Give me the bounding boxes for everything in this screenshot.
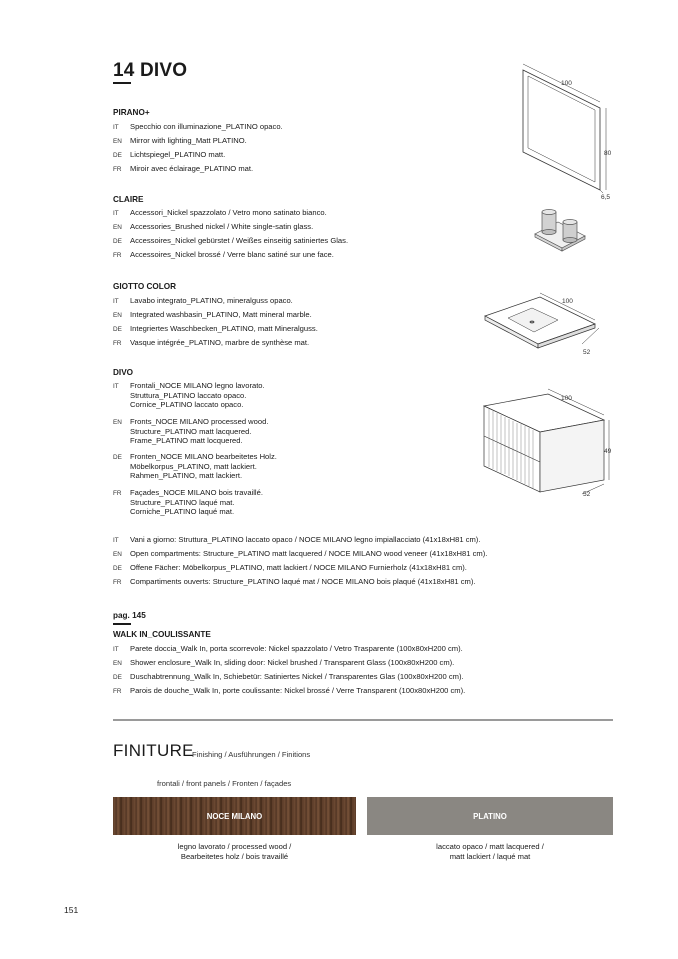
cabinet-drawing [478,388,618,503]
language-code: IT [113,210,119,217]
page-number: 151 [64,905,79,915]
language-code: EN [113,419,122,426]
basin-width-label: 100 [562,298,573,305]
language-code: IT [113,537,119,544]
list-item [113,488,263,517]
title-underline [113,82,131,84]
section-title-claire: CLAIRE [113,195,144,204]
mirror-depth-label: 6,5 [601,194,611,201]
list-item [113,164,253,175]
language-code: DE [113,238,122,245]
description-text: Integriertes Waschbecken_PLATINO, matt Mineralguss. [130,324,318,333]
page-reference: pag. 145 [113,611,146,620]
swatch-description-platino: laccato opaco / matt lacquered / matt lackiert / laqué mat [436,842,544,861]
description-text: Vani a giorno: Struttura_PLATINO laccato opaco / NOCE MILANO legno impiallacciato (41x18xH81 cm). [130,535,481,544]
cabinet-depth-label: 52 [583,491,591,498]
description-text: Miroir avec éclairage_PLATINO mat. [130,164,254,173]
language-code: IT [113,383,119,390]
list-item [113,417,268,446]
swatch-platino [367,797,613,835]
description-text: Accessoires_Nickel gebürstet / Weißes einseitig satiniertes Glas. [130,236,349,245]
description-text: Frontali_NOCE MILANO legno lavorato. Struttura_PLATINO laccato opaco. Cornice_PLATINO laccato opaco. [130,381,265,410]
description-text: Duschabtrennung_Walk In, Schiebetür: Satiniertes Nickel / Transparentes Glas (100x80xH200 cm). [130,672,464,681]
description-text: Accessori_Nickel spazzolato / Vetro mono satinato bianco. [130,208,327,217]
description-text: Shower enclosure_Walk In, sliding door: Nickel brushed / Transparent Glass (100x80xH200 cm). [130,658,455,667]
description-text: Fronts_NOCE MILANO processed wood. Structure_PLATINO matt lacquered. Frame_PLATINO matt locquered. [130,417,269,446]
description-text: Façades_NOCE MILANO bois travaillé. Structure_PLATINO laqué mat. Corniche_PLATINO laqué mat. [130,488,263,517]
washbasin-drawing [480,292,605,362]
section-title-walk-in: WALK IN_COULISSANTE [113,630,211,639]
cabinet-height-label: 49 [604,448,612,455]
language-code: FR [113,340,122,347]
description-text: Lavabo integrato_PLATINO, mineralguss opaco. [130,296,293,305]
list-item [113,136,247,147]
list-item [113,452,277,481]
list-item [113,250,334,261]
mirror-height-label: 80 [604,150,612,157]
list-item [113,577,476,588]
swatch-description-noce: legno lavorato / processed wood / Bearbeitetes holz / bois travaillé [177,842,292,861]
language-code: FR [113,688,122,695]
list-item [113,535,480,546]
language-code: EN [113,224,122,231]
description-text: Mirror with lighting_Matt PLATINO. [130,136,247,145]
fronts-label: frontali / front panels / Fronten / façades [157,779,292,788]
language-code: EN [113,660,122,667]
section-divider [113,719,613,721]
mirror-drawing [505,60,625,205]
language-code: EN [113,312,122,319]
description-text: Compartiments ouverts: Structure_PLATINO laqué mat / NOCE MILANO bois plaqué (41x18xH81 cm). [130,577,476,586]
swatch-noce-milano [113,797,356,835]
language-code: FR [113,166,122,173]
mirror-width-label: 100 [561,80,572,87]
list-item [113,658,454,669]
description-text: Accessories_Brushed nickel / White single-satin glass. [130,222,314,231]
language-code: DE [113,326,122,333]
list-item [113,208,327,219]
description-text: Specchio con illuminazione_PLATINO opaco. [130,122,283,131]
finishes-subtitle: Finishing / Ausführungen / Finitions [192,750,311,759]
language-code: FR [113,252,122,259]
language-code: FR [113,579,122,586]
list-item [113,296,293,307]
language-code: EN [113,551,122,558]
list-item [113,222,313,233]
list-item [113,150,225,161]
list-item [113,672,464,683]
list-item [113,644,463,655]
section-title-pirano: PIRANO+ [113,108,150,117]
description-text: Parois de douche_Walk In, porte coulissante: Nickel brossé / Verre Transparent (100x80xH200 cm). [130,686,466,695]
description-text: Lichtspiegel_PLATINO matt. [130,150,226,159]
list-item [113,338,309,349]
language-code: IT [113,298,119,305]
description-text: Accessoires_Nickel brossé / Verre blanc satiné sur une face. [130,250,334,259]
list-item [113,324,318,335]
language-code: DE [113,454,122,461]
list-item [113,563,467,574]
description-text: Fronten_NOCE MILANO bearbeitetes Holz. Möbelkorpus_PLATINO, matt lackiert. Rahmen_PLATINO, matt lackiert. [130,452,277,481]
list-item [113,381,265,410]
description-text: Vasque intégrée_PLATINO, marbre de synthèse mat. [130,338,310,347]
language-code: DE [113,565,122,572]
swatch-label: PLATINO [473,811,507,821]
accessories-drawing [530,204,590,254]
description-text: Integrated washbasin_PLATINO, Matt mineral marble. [130,310,312,319]
language-code: FR [113,490,122,497]
language-code: DE [113,674,122,681]
list-item [113,310,312,321]
list-item [113,122,283,133]
list-item [113,686,465,697]
cabinet-width-label: 100 [561,395,572,402]
language-code: IT [113,646,119,653]
language-code: EN [113,138,122,145]
list-item [113,236,348,247]
language-code: IT [113,124,119,131]
description-text: Open compartments: Structure_PLATINO matt lacquered / NOCE MILANO wood veneer (41x18xH81 cm). [130,549,488,558]
page-reference-underline [113,623,131,625]
description-text: Parete doccia_Walk In, porta scorrevole: Nickel spazzolato / Vetro Trasparente (100x80xH200 cm). [130,644,463,653]
description-text: Offene Fächer: Möbelkorpus_PLATINO, matt lackiert / NOCE MILANO Furnierholz (41x18xH81 cm). [130,563,467,572]
section-title-giotto-color: GIOTTO COLOR [113,282,177,291]
finishes-title: FINITURE [113,741,194,760]
list-item [113,549,487,560]
swatch-label: NOCE MILANO [206,811,263,821]
basin-depth-label: 52 [583,349,591,356]
section-title-divo: DIVO [113,368,134,377]
page-title: 14 DIVO [113,60,188,81]
language-code: DE [113,152,122,159]
